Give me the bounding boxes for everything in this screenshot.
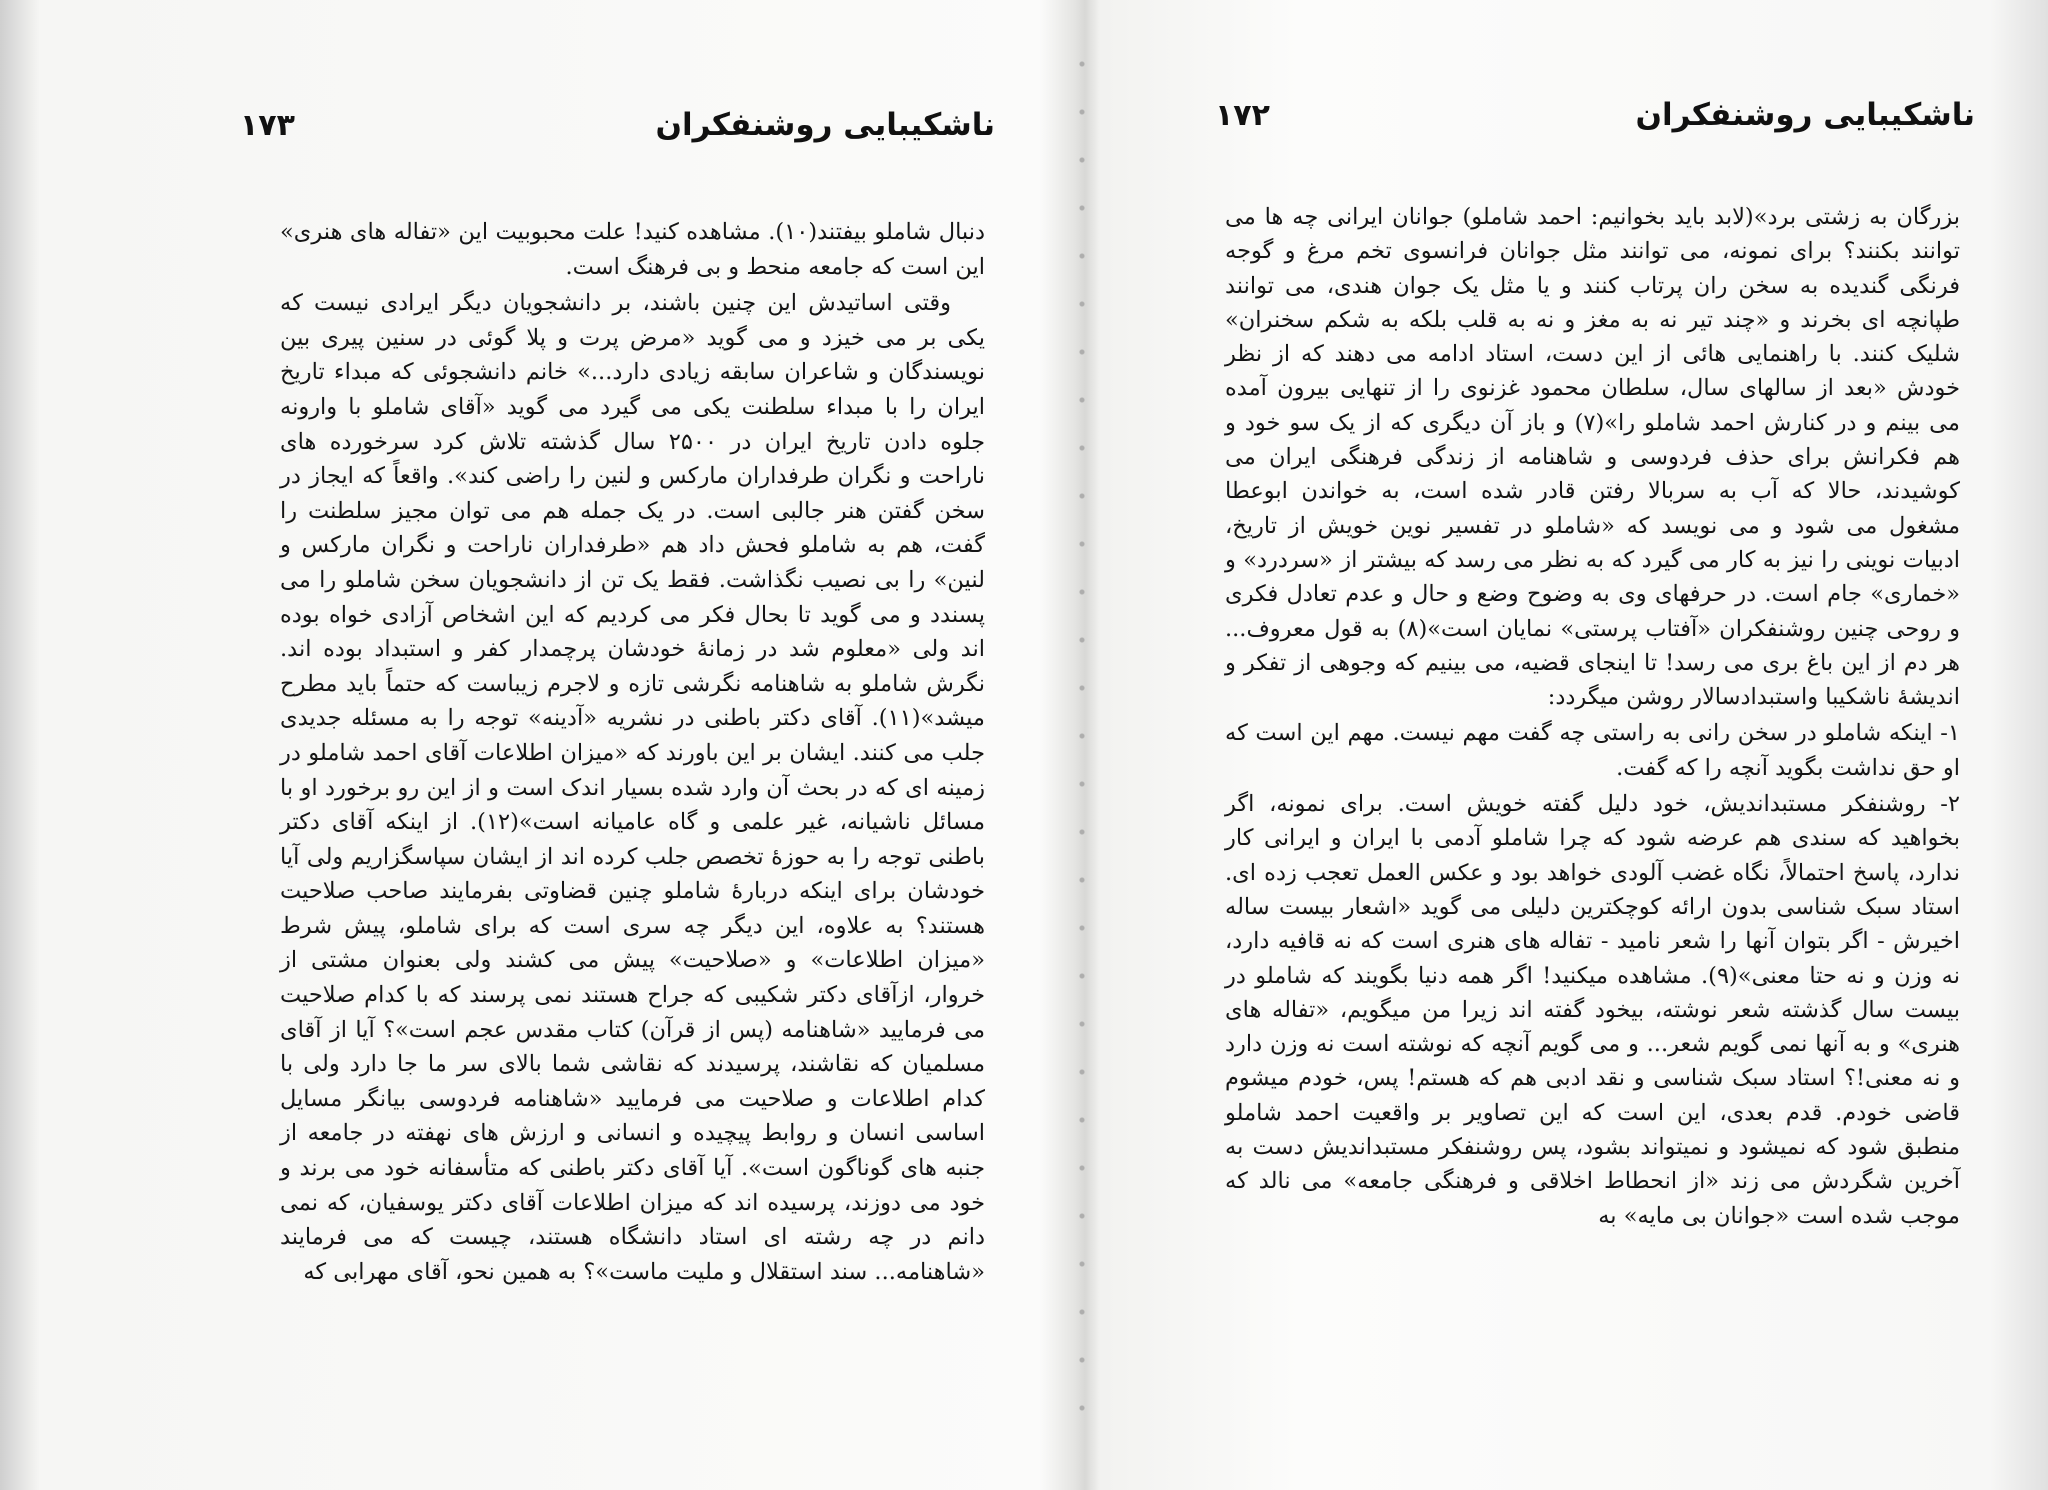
right-list-item-2: ۲- روشنفکر مستبداندیش، خود دلیل گفته خویش است. برای نمونه، اگر بخواهید که سندی هم عرضه شود که چرا شاملو آدمی با ایران و ایرانی کار ندارد، پاسخ احتمالاً، نگاه غضب آلودی خواهد بود و عکس العمل تعجب زده ای. استاد سبک شناسی بدون ارائه کوچکترین دلیلی می گوید «اشعار بیست ساله اخیرش - اگر بتوان آنها را شعر نامید - تفاله های هنری است که نه قافیه دارد، نه وزن و نه حتا معنی»(۹). مشاهده میکنید! اگر همه دنیا بگویند که شاملو در بیست سال گذشته شعر نوشته، بیخود گفته اند زیرا من میگویم، «تفاله های هنری» و به آنها نمی گویم شعر... و می گویم آنچه که نوشته است نه وزن دارد و نه معنی!؟ استاد سبک شناسی و نقد ادبی هم که هستم! پس، خودم میشوم قاضی خودم. قدم بعدی، این است که این تصاویر بر واقعیت احمد شاملو منطبق شود که نمیشود و نمیتواند بشود، پس روشنفکر مستبداندیش دست به آخرین شگردش می زند «از انحطاط اخلاقی و فرهنگی جامعه» می نالد که موجب شده است «جوانان بی مایه» به [1225, 791, 1960, 1229]
left-paragraph-2: وقتی اساتیدش این چنین باشند، بر دانشجویان دیگر ایرادی نیست که یکی بر می خیزد و می گوید «مرض پرت و پلا گوئی در سنین پیری بین نویسندگان و شاعران سابقه زیادی دارد...» خانم دانشجوئی که مبداء تاریخ ایران را با مبداء سلطنت یکی می گیرد می گوید «آقای شاملو با وارونه جلوه دادن تاریخ ایران در ۲۵۰۰ سال گذشته تلاش کرد سرخورده های ناراحت و نگران طرفداران مارکس و لنین را راضی کند». واقعاً که ایجاز در سخن گفتن هنر جالبی است. در یک جمله هم می توان مجیز سلطنت را گفت، هم به شاملو فحش داد هم «طرفداران ناراحت و نگران مارکس و لنین» را بی نصیب نگذاشت. فقط یک تن از دانشجویان سخن شاملو را می پسندد و می گوید تا بحال فکر می کردیم که این اشخاص آزادی خواه بوده اند ولی «معلوم شد در زمانهٔ خودشان پرچمدار کفر و استبداد بوده اند. نگرش شاملو به شاهنامه نگرشی تازه و لاجرم زیباست که حتماً باید مطرح میشد»(۱۱). آقای دکتر باطنی در نشریه «آدینه» توجه را به مسئله جدیدی جلب می کنند. ایشان بر این باورند که «میزان اطلاعات آقای احمد شاملو در زمینه ای که در بحث آن وارد شده بسیار اندک است و از این رو برخورد او با مسائل ناشیانه، غیر علمی و گاه عامیانه است»(۱۲). از اینکه آقای دکتر باطنی توجه را به حوزهٔ تخصص جلب کرده اند از ایشان سپاسگزاریم ولی آیا خودشان برای اینکه دربارهٔ شاملو چنین قضاوتی بفرمایند صاحب صلاحیت هستند؟ به علاوه، این دیگر چه سری است که برای شاملو، پیش شرط «میزان اطلاعات» و «صلاحیت» پیش می کشند ولی بعنوان مشتی از خروار، ازآقای دکتر شکیبی که جراح هستند نمی پرسند که با کدام صلاحیت می فرمایید «شاهنامه (پس از قرآن) کتاب مقدس عجم است»؟ آیا از آقای مسلمیان که نقاشند، پرسیدند که نقاشی شما بالای سر ما جا دارد ولی با کدام اطلاعات و صلاحیت می فرمایید «شاهنامه فردوسی بیانگر مسایل اساسی انسان و روابط پیچیده و انسانی و ارزش های نهفته در جامعه از جنبه های گوناگون است». آیا آقای دکتر باطنی که متأسفانه خود می برند و خود می دوزند، پرسیده اند که میزان اطلاعات آقای دکتر یوسفیان، که نمی دانم در چه رشته ای استاد دانشگاه هستند، چیست که می فرمایند «شاهنامه... سند استقلال و ملیت ماست»؟ به همین نحو، آقای مهرابی که [280, 290, 985, 1285]
right-page-body [1225, 200, 1960, 1233]
right-list-item-1: ۱- اینکه شاملو در سخن رانی به راستی چه گفت مهم نیست. مهم این است که او حق نداشت بگوید آنچه را که گفت. [1225, 720, 1960, 781]
right-page-number: ۱۷۲ [1215, 97, 1270, 133]
left-page-header [240, 95, 995, 155]
left-page-body [280, 215, 985, 1289]
left-paragraph-1: دنبال شاملو بیفتند(۱۰). مشاهده کنید! علت محبوبیت این «تفاله های هنری» این است که جامعه منحط و بی فرهنگ است. [280, 219, 985, 280]
left-running-title: ناشکیبایی روشنفکران [655, 107, 995, 143]
right-page-header [1215, 85, 1975, 145]
right-running-title: ناشکیبایی روشنفکران [1635, 97, 1975, 133]
binding-stitch-holes [1078, 40, 1086, 1440]
right-page [1110, 0, 2010, 1490]
right-paragraph-1: بزرگان به زشتی برد»(لابد باید بخوانیم: احمد شاملو) جوانان ایرانی چه ها می توانند بکنند؟ برای نمونه، می توانند مثل جوانان فرانسوی تخم مرغ و گوجه فرنگی گندیده به سخن ران پرتاب کنند و یا مثل یک جوان هندی، می توانند طپانچه ای بخرند و «چند تیر نه به مغز و نه به قلب بلکه به شکم سخنران» شلیک کنند. با راهنمایی هائی از این دست، استاد ادامه می دهند که از نظر خودش «بعد از سالهای سال، سلطان محمود غزنوی را از تنهایی بیرون آمده می بینم و در کنارش احمد شاملو را»(۷) و باز آن دیگری که از یک سو خود و هم فکرانش برای حذف فردوسی و شاهنامه از زندگی فرهنگی ایران می کوشیدند، حالا که آب به سربالا رفتن قادر شده است، به خواندن ابوعطا مشغول می شود و می نویسد که «شاملو در تفسیر نوین خویش از تاریخ، ادبیات نوینی را نیز به کار می گیرد که به نظر می رسد که بیشتر از «سردرد» و «خماری» جام است. در حرفهای وی به وضوح وضع و حال و عدم تعادل فکری و روحی چنین روشنفکران «آفتاب پرستی» نمایان است»(۸) به قول معروف... هر دم از این باغ بری می رسد! تا اینجای قضیه، می بینیم که وجوهی از تفکر و اندیشهٔ ناشکیبا واستبدادسالار روشن میگردد: [1225, 204, 1960, 711]
left-page [130, 0, 1040, 1490]
left-page-number: ۱۷۳ [240, 107, 295, 143]
